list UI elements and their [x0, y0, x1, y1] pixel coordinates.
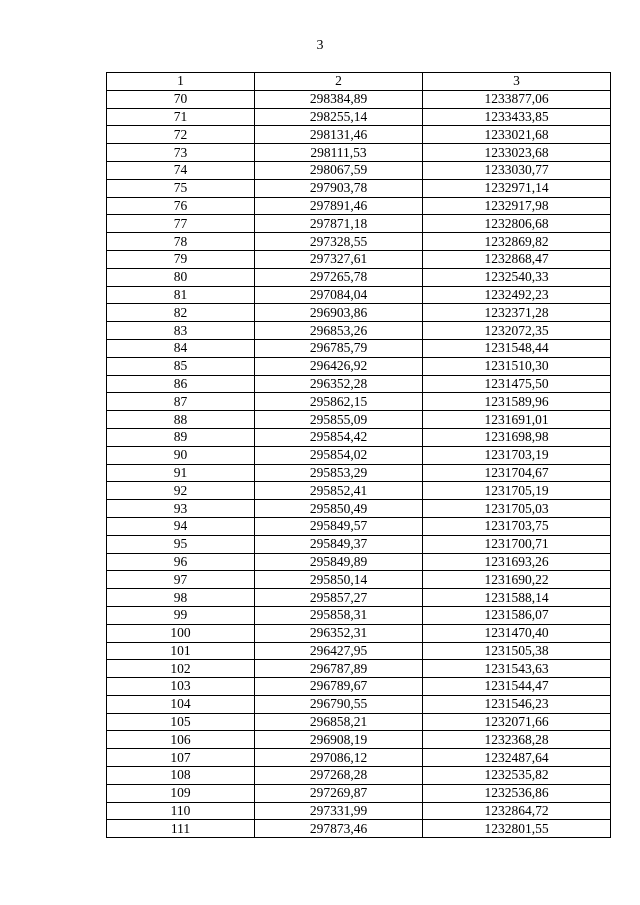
table-row [107, 713, 611, 731]
y-coordinate-cell: 1232492,23 [423, 286, 611, 304]
y-coordinate-cell: 1231589,96 [423, 393, 611, 411]
table-row [107, 500, 611, 518]
y-coordinate-cell: 1231703,75 [423, 517, 611, 535]
point-number-cell: 111 [107, 820, 255, 838]
y-coordinate-cell: 1231544,47 [423, 678, 611, 696]
table-row [107, 571, 611, 589]
x-coordinate-cell: 296352,28 [255, 375, 423, 393]
y-coordinate-cell: 1232864,72 [423, 802, 611, 820]
y-coordinate-cell: 1232806,68 [423, 215, 611, 233]
table-row [107, 749, 611, 767]
table-row [107, 250, 611, 268]
table-row [107, 767, 611, 785]
table-row [107, 606, 611, 624]
x-coordinate-cell: 295854,42 [255, 428, 423, 446]
y-coordinate-cell: 1231693,26 [423, 553, 611, 571]
x-coordinate-cell: 295850,14 [255, 571, 423, 589]
y-coordinate-cell: 1232868,47 [423, 250, 611, 268]
table-row [107, 126, 611, 144]
point-number-cell: 73 [107, 144, 255, 162]
y-coordinate-cell: 1231704,67 [423, 464, 611, 482]
table-row [107, 624, 611, 642]
point-number-cell: 109 [107, 784, 255, 802]
point-number-cell: 81 [107, 286, 255, 304]
table-row [107, 589, 611, 607]
table-header [107, 73, 611, 91]
x-coordinate-cell: 296858,21 [255, 713, 423, 731]
table-row [107, 695, 611, 713]
point-number-cell: 77 [107, 215, 255, 233]
header-col-3: 3 [423, 73, 611, 91]
y-coordinate-cell: 1231705,03 [423, 500, 611, 518]
x-coordinate-cell: 297331,99 [255, 802, 423, 820]
x-coordinate-cell: 295857,27 [255, 589, 423, 607]
x-coordinate-cell: 298131,46 [255, 126, 423, 144]
x-coordinate-cell: 296853,26 [255, 322, 423, 340]
point-number-cell: 93 [107, 500, 255, 518]
x-coordinate-cell: 297086,12 [255, 749, 423, 767]
y-coordinate-cell: 1233023,68 [423, 144, 611, 162]
table-row [107, 660, 611, 678]
x-coordinate-cell: 296790,55 [255, 695, 423, 713]
y-coordinate-cell: 1232801,55 [423, 820, 611, 838]
point-number-cell: 76 [107, 197, 255, 215]
table-row [107, 517, 611, 535]
y-coordinate-cell: 1232869,82 [423, 233, 611, 251]
y-coordinate-cell: 1231470,40 [423, 624, 611, 642]
x-coordinate-cell: 297265,78 [255, 268, 423, 286]
x-coordinate-cell: 295849,89 [255, 553, 423, 571]
header-col-1: 1 [107, 73, 255, 91]
point-number-cell: 85 [107, 357, 255, 375]
y-coordinate-cell: 1231700,71 [423, 535, 611, 553]
table-row [107, 642, 611, 660]
point-number-cell: 106 [107, 731, 255, 749]
point-number-cell: 104 [107, 695, 255, 713]
x-coordinate-cell: 296785,79 [255, 339, 423, 357]
x-coordinate-cell: 297269,87 [255, 784, 423, 802]
x-coordinate-cell: 298255,14 [255, 108, 423, 126]
point-number-cell: 78 [107, 233, 255, 251]
header-row [107, 73, 611, 91]
table-row [107, 108, 611, 126]
x-coordinate-cell: 296787,89 [255, 660, 423, 678]
y-coordinate-cell: 1231475,50 [423, 375, 611, 393]
table-row [107, 357, 611, 375]
y-coordinate-cell: 1231510,30 [423, 357, 611, 375]
point-number-cell: 94 [107, 517, 255, 535]
y-coordinate-cell: 1232535,82 [423, 767, 611, 785]
point-number-cell: 88 [107, 411, 255, 429]
point-number-cell: 107 [107, 749, 255, 767]
y-coordinate-cell: 1232917,98 [423, 197, 611, 215]
x-coordinate-cell: 295853,29 [255, 464, 423, 482]
y-coordinate-cell: 1233021,68 [423, 126, 611, 144]
x-coordinate-cell: 296908,19 [255, 731, 423, 749]
y-coordinate-cell: 1231691,01 [423, 411, 611, 429]
table-row [107, 197, 611, 215]
table-row [107, 411, 611, 429]
table-row [107, 482, 611, 500]
table-row [107, 375, 611, 393]
table-row [107, 535, 611, 553]
table-row [107, 215, 611, 233]
y-coordinate-cell: 1231586,07 [423, 606, 611, 624]
table-row [107, 144, 611, 162]
table-row [107, 393, 611, 411]
x-coordinate-cell: 295850,49 [255, 500, 423, 518]
point-number-cell: 72 [107, 126, 255, 144]
table-row [107, 179, 611, 197]
point-number-cell: 100 [107, 624, 255, 642]
table-row [107, 820, 611, 838]
point-number-cell: 108 [107, 767, 255, 785]
x-coordinate-cell: 297084,04 [255, 286, 423, 304]
table-row [107, 304, 611, 322]
point-number-cell: 99 [107, 606, 255, 624]
table-row [107, 784, 611, 802]
point-number-cell: 74 [107, 161, 255, 179]
point-number-cell: 84 [107, 339, 255, 357]
x-coordinate-cell: 296426,92 [255, 357, 423, 375]
point-number-cell: 83 [107, 322, 255, 340]
point-number-cell: 92 [107, 482, 255, 500]
y-coordinate-cell: 1233433,85 [423, 108, 611, 126]
point-number-cell: 95 [107, 535, 255, 553]
x-coordinate-cell: 297873,46 [255, 820, 423, 838]
table-row [107, 553, 611, 571]
y-coordinate-cell: 1232072,35 [423, 322, 611, 340]
x-coordinate-cell: 296427,95 [255, 642, 423, 660]
x-coordinate-cell: 297903,78 [255, 179, 423, 197]
point-number-cell: 102 [107, 660, 255, 678]
y-coordinate-cell: 1231548,44 [423, 339, 611, 357]
y-coordinate-cell: 1232371,28 [423, 304, 611, 322]
x-coordinate-cell: 297891,46 [255, 197, 423, 215]
y-coordinate-cell: 1232540,33 [423, 268, 611, 286]
x-coordinate-cell: 298111,53 [255, 144, 423, 162]
point-number-cell: 80 [107, 268, 255, 286]
point-number-cell: 98 [107, 589, 255, 607]
x-coordinate-cell: 295854,02 [255, 446, 423, 464]
table-body [107, 90, 611, 837]
table-row [107, 268, 611, 286]
table-row [107, 464, 611, 482]
table-row [107, 339, 611, 357]
y-coordinate-cell: 1232536,86 [423, 784, 611, 802]
x-coordinate-cell: 296789,67 [255, 678, 423, 696]
table-row [107, 428, 611, 446]
y-coordinate-cell: 1231505,38 [423, 642, 611, 660]
y-coordinate-cell: 1231698,98 [423, 428, 611, 446]
y-coordinate-cell: 1231543,63 [423, 660, 611, 678]
point-number-cell: 75 [107, 179, 255, 197]
x-coordinate-cell: 297268,28 [255, 767, 423, 785]
y-coordinate-cell: 1231546,23 [423, 695, 611, 713]
point-number-cell: 90 [107, 446, 255, 464]
table-row [107, 286, 611, 304]
table-row [107, 678, 611, 696]
point-number-cell: 97 [107, 571, 255, 589]
x-coordinate-cell: 297328,55 [255, 233, 423, 251]
table-row [107, 90, 611, 108]
y-coordinate-cell: 1232368,28 [423, 731, 611, 749]
point-number-cell: 87 [107, 393, 255, 411]
point-number-cell: 86 [107, 375, 255, 393]
y-coordinate-cell: 1232071,66 [423, 713, 611, 731]
x-coordinate-cell: 295849,37 [255, 535, 423, 553]
point-number-cell: 71 [107, 108, 255, 126]
point-number-cell: 96 [107, 553, 255, 571]
x-coordinate-cell: 295862,15 [255, 393, 423, 411]
point-number-cell: 89 [107, 428, 255, 446]
coordinates-table [106, 72, 611, 838]
x-coordinate-cell: 298384,89 [255, 90, 423, 108]
x-coordinate-cell: 295858,31 [255, 606, 423, 624]
x-coordinate-cell: 296903,86 [255, 304, 423, 322]
header-col-2: 2 [255, 73, 423, 91]
y-coordinate-cell: 1232487,64 [423, 749, 611, 767]
point-number-cell: 101 [107, 642, 255, 660]
table-row [107, 802, 611, 820]
y-coordinate-cell: 1233877,06 [423, 90, 611, 108]
y-coordinate-cell: 1232971,14 [423, 179, 611, 197]
table-row [107, 322, 611, 340]
point-number-cell: 103 [107, 678, 255, 696]
y-coordinate-cell: 1231690,22 [423, 571, 611, 589]
point-number-cell: 105 [107, 713, 255, 731]
point-number-cell: 91 [107, 464, 255, 482]
x-coordinate-cell: 295852,41 [255, 482, 423, 500]
table-row [107, 161, 611, 179]
y-coordinate-cell: 1231703,19 [423, 446, 611, 464]
x-coordinate-cell: 297327,61 [255, 250, 423, 268]
x-coordinate-cell: 295855,09 [255, 411, 423, 429]
y-coordinate-cell: 1233030,77 [423, 161, 611, 179]
page-number: 3 [316, 38, 324, 53]
table-row [107, 731, 611, 749]
y-coordinate-cell: 1231705,19 [423, 482, 611, 500]
point-number-cell: 79 [107, 250, 255, 268]
point-number-cell: 70 [107, 90, 255, 108]
table-row [107, 233, 611, 251]
x-coordinate-cell: 296352,31 [255, 624, 423, 642]
point-number-cell: 110 [107, 802, 255, 820]
x-coordinate-cell: 295849,57 [255, 517, 423, 535]
x-coordinate-cell: 298067,59 [255, 161, 423, 179]
point-number-cell: 82 [107, 304, 255, 322]
y-coordinate-cell: 1231588,14 [423, 589, 611, 607]
x-coordinate-cell: 297871,18 [255, 215, 423, 233]
table-row [107, 446, 611, 464]
